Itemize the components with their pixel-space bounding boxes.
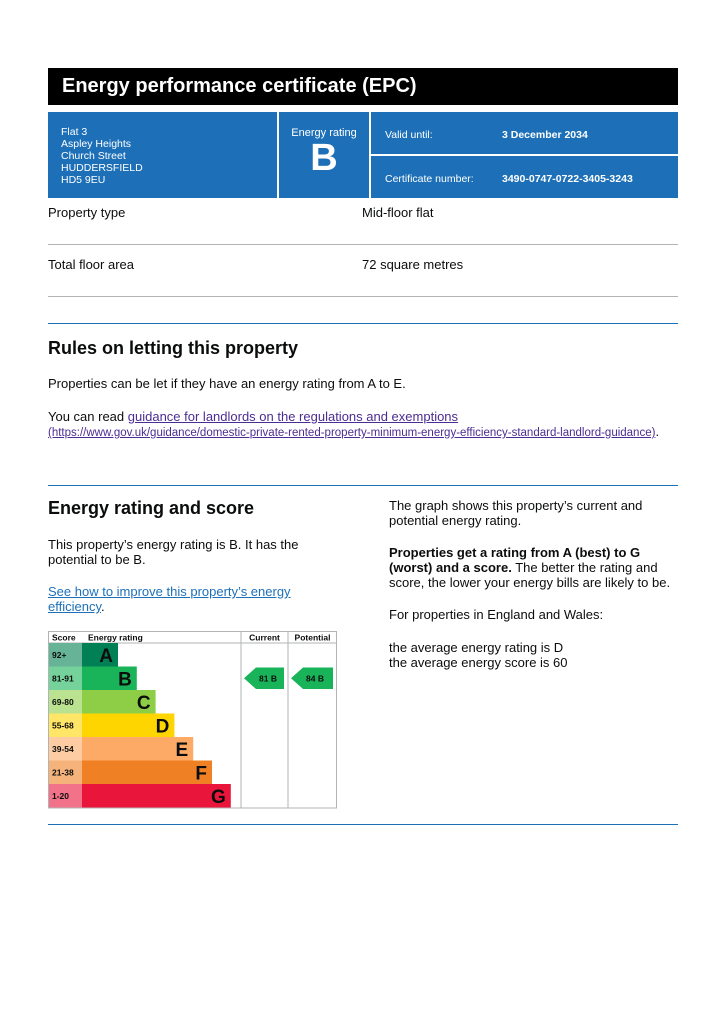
energy-rating-heading: Energy rating and score [48, 498, 255, 518]
header-score: Score [52, 632, 76, 643]
score-range-a: 92+ [52, 649, 67, 660]
guidance-paragraph [48, 409, 678, 441]
property-type-row [48, 192, 678, 245]
rules-paragraph: Properties can be let if they have an energy rating from A to E. [48, 376, 406, 391]
average-rating: the average energy rating is D [389, 640, 564, 655]
improve-efficiency-link[interactable]: See how to improve this property’s energy efficiency [48, 584, 291, 614]
energy-rating-chart [48, 631, 338, 809]
energy-rating-graph [48, 631, 338, 809]
region-paragraph: For properties in England and Wales: [389, 607, 604, 622]
average-score: the average energy score is 60 [389, 655, 568, 670]
rating-letter-e: E [175, 739, 189, 761]
guidance-prefix: You can read [48, 409, 128, 424]
header-potential: Potential [294, 632, 331, 643]
score-range-f: 21-38 [52, 767, 74, 778]
rating-letter-c: C [136, 692, 151, 714]
address-line: Aspley Heights [61, 138, 132, 150]
certificate-number-value: 3490-0747-0722-3405-3243 [502, 173, 633, 185]
section-divider [48, 485, 678, 486]
valid-until-block [371, 112, 678, 154]
rating-letter-f: F [195, 763, 207, 785]
section-divider [48, 323, 678, 324]
page-title: Energy performance certificate (EPC) [48, 68, 678, 105]
floor-area-row [48, 244, 678, 297]
header-current: Current [249, 632, 280, 643]
rating-letter-a: A [99, 645, 113, 667]
rating-summary: This property’s energy rating is B. It has the potential to be B. [48, 537, 299, 567]
energy-rating-label: Energy rating [291, 127, 357, 139]
address-block [48, 112, 277, 198]
rating-scale-paragraph [389, 545, 679, 590]
score-range-e: 39-54 [52, 743, 74, 754]
address-line: Church Street [61, 150, 126, 162]
score-range-c: 69-80 [52, 696, 74, 707]
energy-rating-block [279, 112, 369, 198]
floor-area-label: Total floor area [48, 257, 134, 272]
current-rating-label: 81 B [259, 673, 277, 684]
score-range-b: 81-91 [52, 673, 74, 684]
valid-until-label: Valid until: [385, 129, 433, 141]
rating-letter-d: D [155, 716, 170, 738]
address-line: HD5 9EU [61, 174, 106, 186]
certificate-number-label: Certificate number: [385, 173, 474, 185]
address-line: HUDDERSFIELD [61, 162, 143, 174]
energy-rating-value: B [310, 137, 338, 179]
section-divider [48, 824, 678, 825]
rating-scale-bold: Properties get a rating from A (best) to G (worst) and a score. [389, 545, 641, 575]
score-range-d: 55-68 [52, 720, 74, 731]
rating-bar-g [82, 784, 231, 808]
rating-letter-b: B [118, 669, 132, 691]
rating-bar-f [82, 761, 212, 785]
guidance-link[interactable]: guidance for landlords on the regulations and exemptions [127, 409, 459, 424]
address-line: Flat 3 [61, 126, 88, 138]
property-type-value: Mid-floor flat [362, 205, 434, 220]
average-paragraph [389, 640, 679, 670]
score-range-g: 1-20 [52, 790, 70, 801]
guidance-suffix: . [655, 424, 660, 439]
rating-scale-rest: The better the rating and score, the lower your energy bills are likely to be. [389, 560, 671, 590]
graph-explanation: The graph shows this property’s current and potential energy rating. [389, 498, 643, 528]
valid-until-value: 3 December 2034 [502, 129, 588, 141]
rating-letter-g: G [211, 786, 226, 808]
property-type-label: Property type [48, 205, 126, 220]
header-energy-rating: Energy rating [88, 632, 143, 643]
guidance-url-link[interactable]: (https://www.gov.uk/guidance/domestic-private-rented-property-minimum-energy-efficiency-standard-landlord-guidance) [48, 427, 656, 439]
improve-paragraph [48, 584, 338, 614]
potential-rating-label: 84 B [306, 673, 324, 684]
floor-area-value: 72 square metres [362, 257, 464, 272]
certificate-header [48, 112, 678, 198]
rules-heading: Rules on letting this property [48, 338, 299, 358]
improve-suffix: . [101, 599, 105, 614]
